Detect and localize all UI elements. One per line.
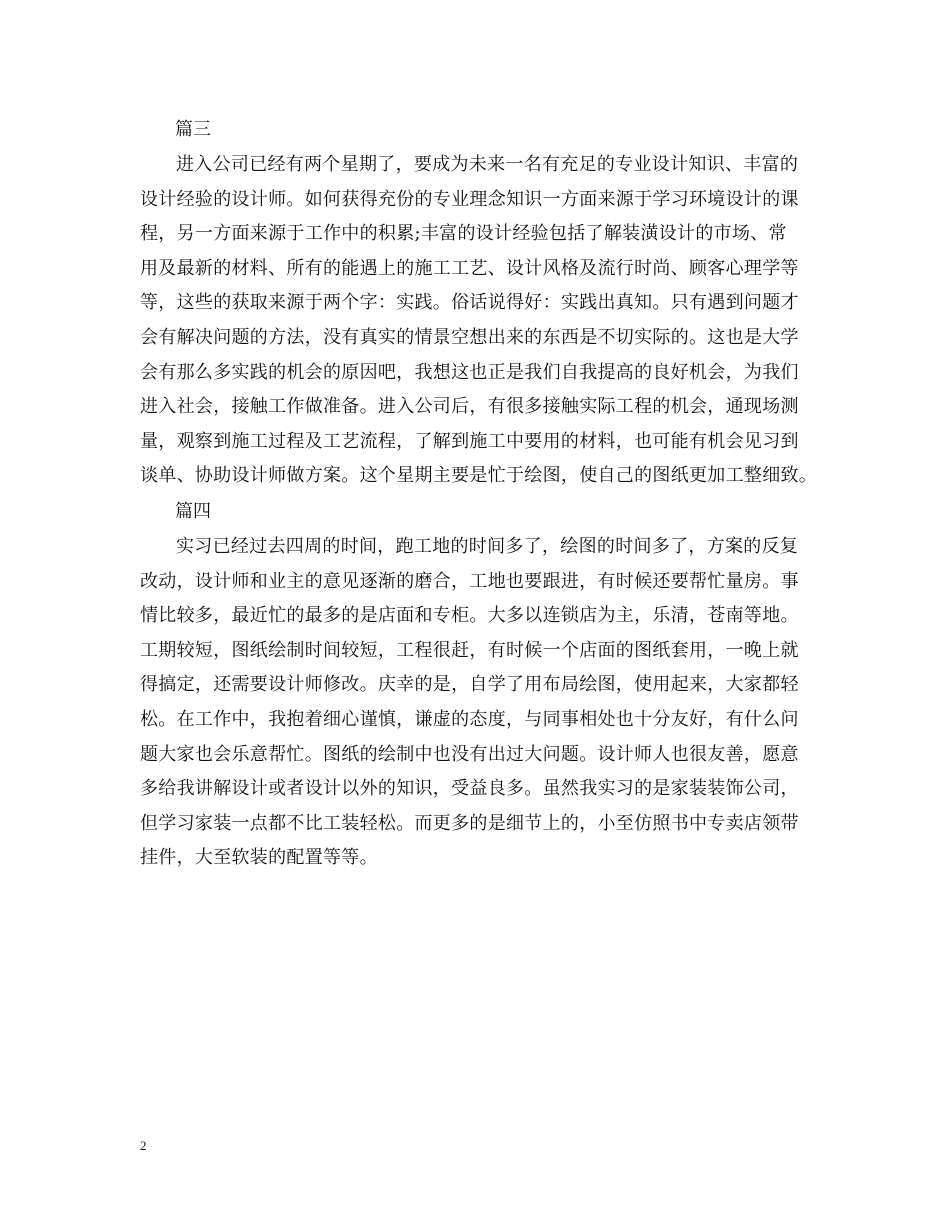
paragraph-line: 量，观察到施工过程及工艺流程，了解到施工中要用的材料，也可能有机会见习到 — [140, 430, 799, 452]
page-number: 2 — [140, 1138, 147, 1153]
paragraph-line: 松。在工作中，我抱着细心谨慎，谦虚的态度，与同事相处也十分友好，有什么问 — [140, 708, 799, 730]
paragraph-line: 改动，设计师和业主的意见逐渐的磨合，工地也要跟进，有时候还要帮忙量房。事 — [140, 570, 799, 592]
paragraph-line: 等，这些的获取来源于两个字：实践。俗话说得好：实践出真知。只有遇到问题才 — [140, 292, 799, 314]
paragraph-line: 多给我讲解设计或者设计以外的知识，受益良多。虽然我实习的是家装装饰公司， — [140, 778, 799, 800]
section-heading: 篇四 — [175, 500, 211, 522]
paragraph-line: 挂件，大至软装的配置等等。 — [140, 847, 378, 869]
paragraph-line: 情比较多，最近忙的最多的是店面和专柜。大多以连锁店为主，乐清，苍南等地。 — [140, 605, 799, 627]
paragraph-line: 谈单、协助设计师做方案。这个星期主要是忙于绘图，使自己的图纸更加工整细致。 — [140, 465, 818, 487]
section-pian-si — [140, 494, 820, 876]
paragraph-line: 工期较短，图纸绘制时间较短，工程很赶，有时候一个店面的图纸套用，一晚上就 — [140, 639, 799, 661]
paragraph-line: 但学习家装一点都不比工装轻松。而更多的是细节上的，小至仿照书中专卖店领带 — [140, 812, 799, 834]
paragraph-line: 进入公司已经有两个星期了，要成为未来一名有充足的专业设计知识、丰富的 — [176, 154, 799, 175]
paragraph-line: 得搞定，还需要设计师修改。庆幸的是，自学了用布局绘图，使用起来，大家都轻 — [140, 674, 799, 696]
paragraph-line: 程，另一方面来源于工作中的积累;丰富的设计经验包括了解装潢设计的市场、常 — [140, 223, 787, 245]
paragraph-line: 用及最新的材料、所有的能遇上的施工工艺、设计风格及流行时尚、顾客心理学等 — [140, 257, 799, 279]
section-pian-san — [140, 112, 820, 494]
paragraph-line: 会有解决问题的方法，没有真实的情景空想出来的东西是不切实际的。这也是大学 — [140, 326, 799, 348]
document-body — [140, 112, 820, 876]
paragraph-line: 题大家也会乐意帮忙。图纸的绘制中也没有出过大问题。设计师人也很友善，愿意 — [140, 743, 799, 765]
paragraph-line: 会有那么多实践的机会的原因吧，我想这也正是我们自我提高的良好机会，为我们 — [140, 361, 799, 383]
paragraph-line: 设计经验的设计师。如何获得充份的专业理念知识一方面来源于学习环境设计的课 — [140, 188, 799, 210]
paragraph-line: 进入社会，接触工作做准备。进入公司后，有很多接触实际工程的机会，通现场测 — [140, 396, 799, 418]
section-heading: 篇三 — [175, 119, 211, 140]
paragraph-line: 实习已经过去四周的时间，跑工地的时间多了，绘图的时间多了，方案的反复 — [176, 535, 799, 557]
